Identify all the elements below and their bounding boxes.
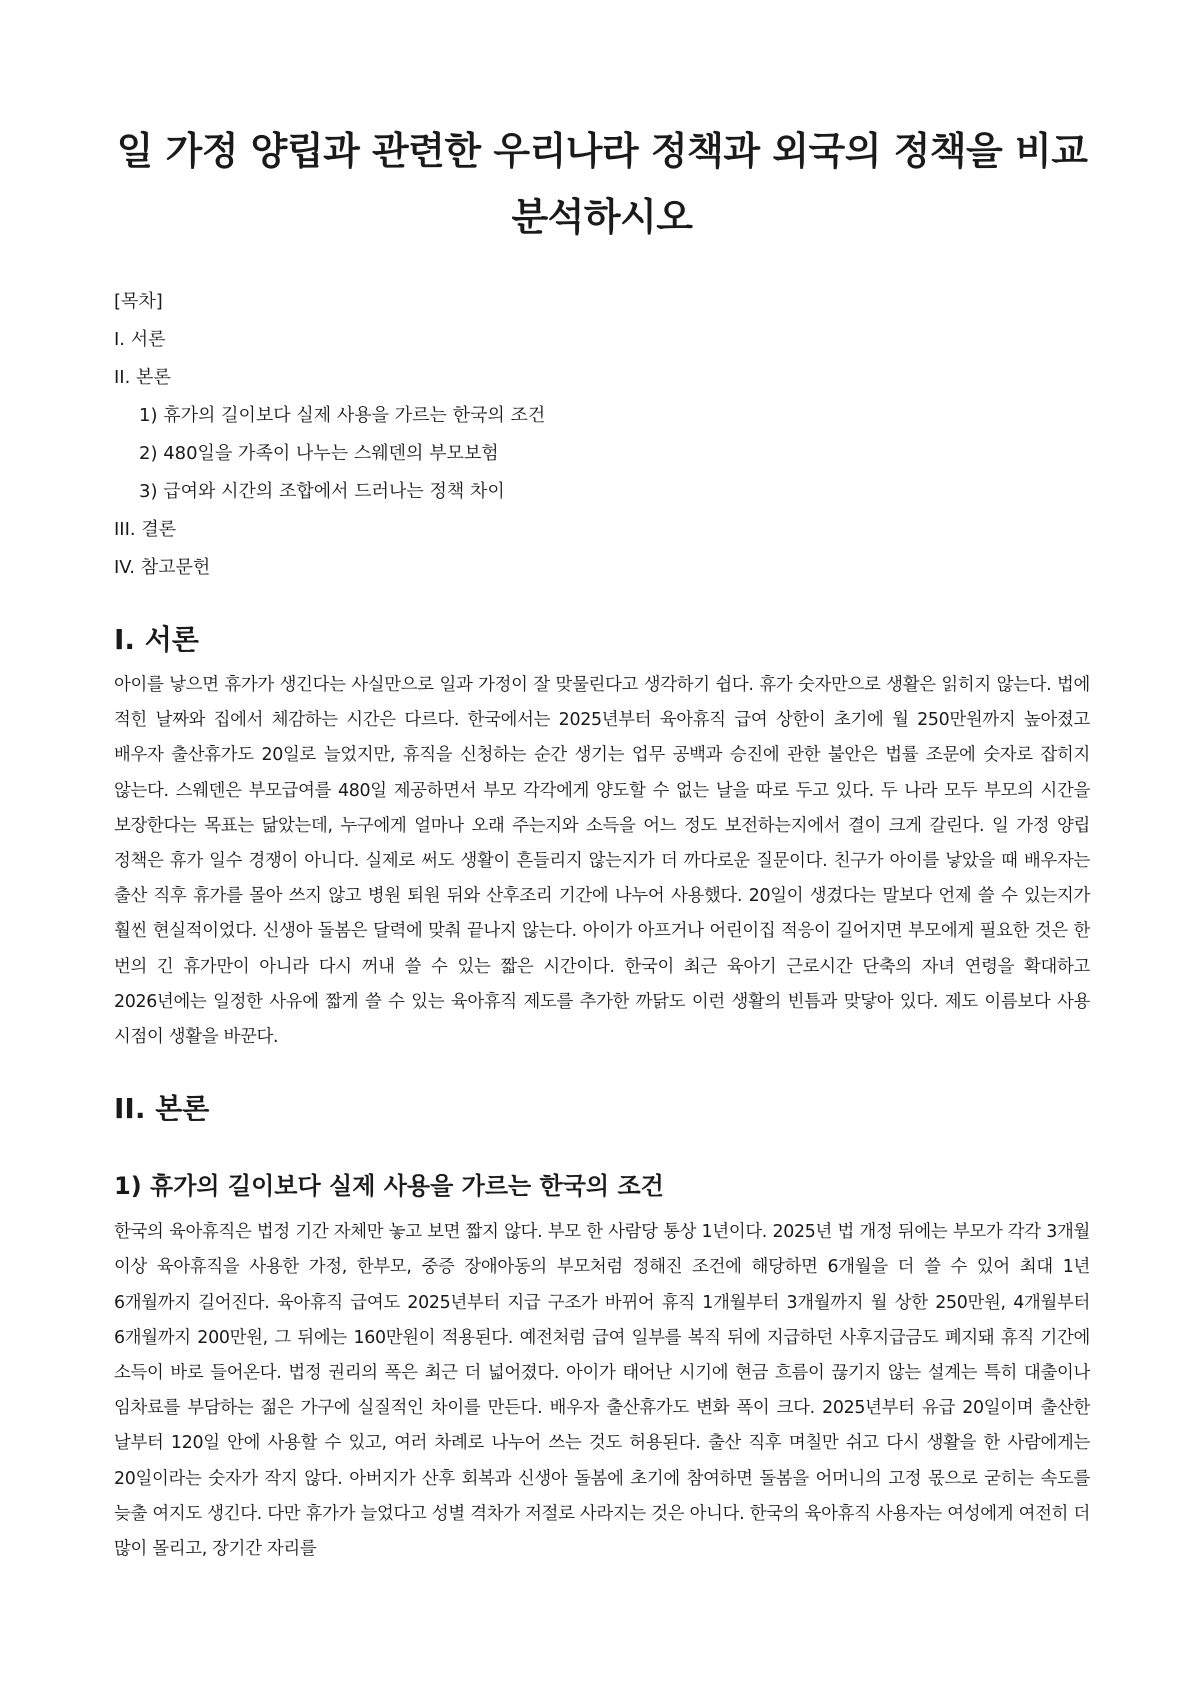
toc-item-intro: I. 서론 [114, 329, 166, 350]
toc-item-conclusion: III. 결론 [114, 519, 177, 540]
intro-paragraph: 아이를 낳으면 휴가가 생긴다는 사실만으로 일과 가정이 잘 맞물린다고 생각하기 쉽다. 휴가 숫자만으로 생활은 읽히지 않는다. 법에 적힌 날짜와 집에서 체감하는 시간은 다르다. 한국에서는 2025년부터 육아휴직 급여 상한이 초기에 월 250만원까지 높아졌고 배우자 출산휴가도 20일로 늘었지만, 휴직을 신청하는 순간 생기는 업무 공백과 승진에 관한 불안은 법률 조문에 숫자로 잡히지 않는다. 스웨덴은 부모급여를 480일 제공하면서 부모 각각에게 양도할 수 없는 날을 따로 두고 있다. 두 나라 모두 부모의 시간을 보장한다는 목표는 닮았는데, 누구에게 얼마나 오래 주는지와 소득을 어느 정도 보전하는지에서 결이 크게 갈린다. 일 가정 양립 정책은 휴가 일수 경쟁이 아니다. 실제로 써도 생활이 흔들리지 않는지가 더 까다로운 질문이다. 친구가 아이를 낳았을 때 배우자는 출산 직후 휴가를 몰아 쓰지 않고 병원 퇴원 뒤와 산후조리 기간에 나누어 사용했다. 20일이 생겼다는 말보다 언제 쓸 수 있는지가 훨씬 현실적이었다. 신생아 돌봄은 달력에 맞춰 끝나지 않는다. 아이가 아프거나 어린이집 적응이 길어지면 부모에게 필요한 것은 한 번의 긴 휴가만이 아니라 다시 꺼내 쓸 수 있는 짧은 시간이다. 한국이 최근 육아기 근로시간 단축의 자녀 연령을 확대하고 2026년에는 일정한 사유에 짧게 쓸 수 있는 육아휴직 제도를 추가한 까닭도 이런 생활의 빈틈과 맞닿아 있다. 제도 이름보다 사용 시점이 생활을 바꾼다. [114, 675, 1090, 1048]
toc-item-main-3: 3) 급여와 시간의 조합에서 드러나는 정책 차이 [139, 481, 505, 502]
section-title-intro: I. 서론 [114, 623, 199, 656]
toc-heading: [목차] [114, 291, 163, 312]
toc-item-main: II. 본론 [114, 367, 171, 388]
toc-item-main-1: 1) 휴가의 길이보다 실제 사용을 가르는 한국의 조건 [139, 405, 546, 426]
subsection-1-paragraph: 한국의 육아휴직은 법정 기간 자체만 놓고 보면 짧지 않다. 부모 한 사람당 통상 1년이다. 2025년 법 개정 뒤에는 부모가 각각 3개월 이상 육아휴직을 사용한 가정, 한부모, 중증 장애아동의 부모처럼 정해진 조건에 해당하면 6개월을 더 쓸 수 있어 최대 1년 6개월까지 길어진다. 육아휴직 급여도 2025년부터 지급 구조가 바뀌어 휴직 1개월부터 3개월까지 월 상한 250만원, 4개월부터 6개월까지 200만원, 그 뒤에는 160만원이 적용된다. 예전처럼 급여 일부를 복직 뒤에 지급하던 사후지급금도 폐지돼 휴직 기간에 소득이 바로 들어온다. 법정 권리의 폭은 최근 더 넓어졌다. 아이가 태어난 시기에 현금 흐름이 끊기지 않는 설계는 특히 대출이나 임차료를 부담하는 젊은 가구에 실질적인 차이를 만든다. 배우자 출산휴가도 변화 폭이 크다. 2025년부터 유급 20일이며 출산한 날부터 120일 안에 사용할 수 있고, 여러 차례로 나누어 쓰는 것도 허용된다. 출산 직후 며칠만 쉬고 다시 생활을 한 사람에게는 20일이라는 숫자가 작지 않다. 아버지가 산후 회복과 신생아 돌봄에 초기에 참여하면 돌봄을 어머니의 고정 몫으로 굳히는 속도를 늦출 여지도 생긴다. 다만 휴가가 늘었다고 성별 격차가 저절로 사라지는 것은 아니다. 한국의 육아휴직 사용자는 여성에게 여전히 더 많이 몰리고, 장기간 자리를 [114, 1222, 1090, 1560]
toc-item-main-2: 2) 480일을 가족이 나누는 스웨덴의 부모보험 [139, 443, 499, 464]
spacer [114, 1055, 1090, 1089]
toc-item-references: IV. 참고문헌 [114, 557, 211, 578]
subsection-title-1: 1) 휴가의 길이보다 실제 사용을 가르는 한국의 조건 [114, 1172, 664, 1201]
section-title-main: II. 본론 [114, 1092, 210, 1126]
table-of-contents [114, 328, 1090, 580]
spacer [114, 1137, 1090, 1167]
document-title: 일 가정 양립과 관련한 우리나라 정책과 외국의 정책을 비교분석하시오 [116, 129, 1088, 239]
